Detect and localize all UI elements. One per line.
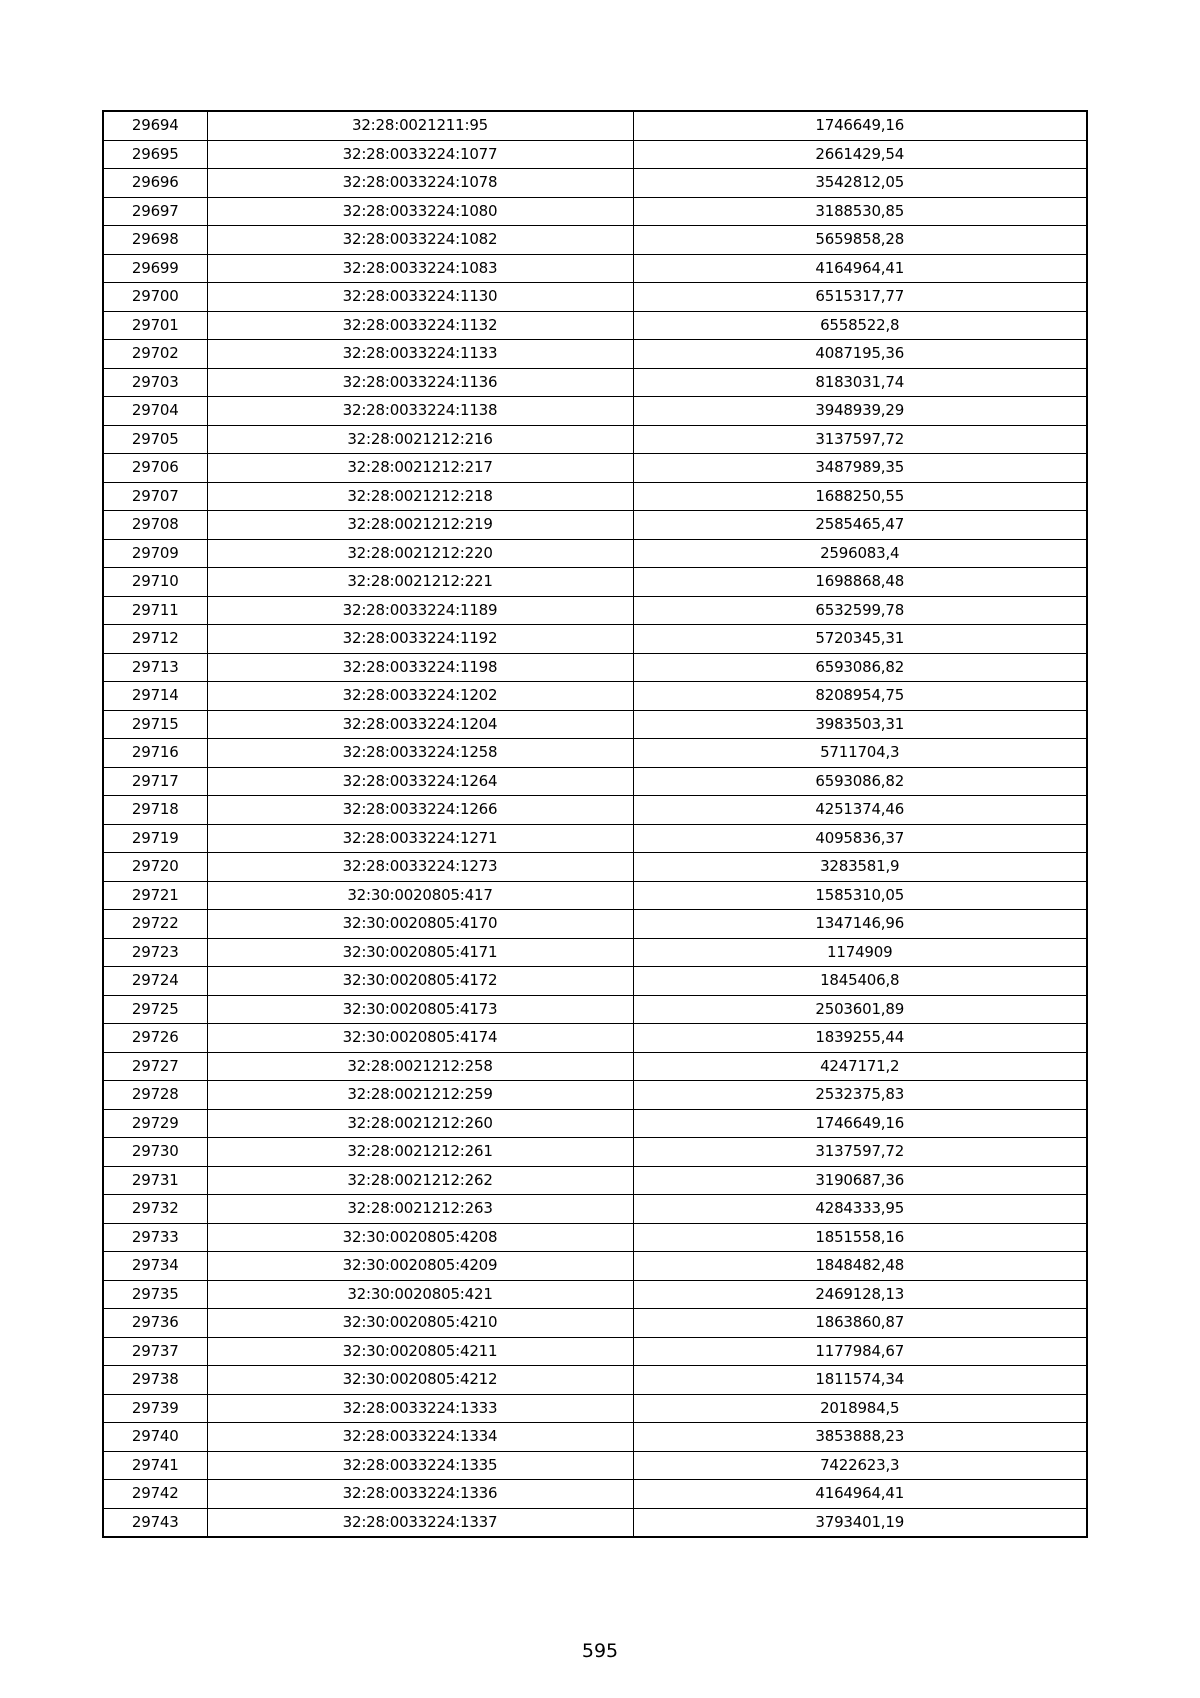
table-row <box>103 796 1087 825</box>
cadastral-value-cell: 6515317,77 <box>633 283 1087 312</box>
cadastral-number-cell: 32:28:0033224:1133 <box>207 340 633 369</box>
row-number-cell: 29734 <box>103 1252 207 1281</box>
cadastral-number-cell: 32:30:0020805:4174 <box>207 1024 633 1053</box>
cadastral-value-cell: 4247171,2 <box>633 1052 1087 1081</box>
cadastral-value-cell: 1688250,55 <box>633 482 1087 511</box>
table-row <box>103 1195 1087 1224</box>
cadastral-number-cell: 32:30:0020805:4208 <box>207 1223 633 1252</box>
table-row <box>103 881 1087 910</box>
cadastral-number-cell: 32:28:0033224:1082 <box>207 226 633 255</box>
table-row <box>103 767 1087 796</box>
cadastral-value-cell: 5711704,3 <box>633 739 1087 768</box>
cadastral-number-cell: 32:28:0021212:263 <box>207 1195 633 1224</box>
cadastral-value-cell: 6593086,82 <box>633 767 1087 796</box>
table-row <box>103 653 1087 682</box>
cadastral-value-cell: 4095836,37 <box>633 824 1087 853</box>
table-row <box>103 853 1087 882</box>
row-number-cell: 29736 <box>103 1309 207 1338</box>
row-number-cell: 29698 <box>103 226 207 255</box>
row-number-cell: 29727 <box>103 1052 207 1081</box>
row-number-cell: 29705 <box>103 425 207 454</box>
cadastral-value-cell: 1839255,44 <box>633 1024 1087 1053</box>
cadastral-number-cell: 32:28:0033224:1258 <box>207 739 633 768</box>
cadastral-number-cell: 32:28:0033224:1189 <box>207 596 633 625</box>
table-row <box>103 1109 1087 1138</box>
cadastral-value-cell: 8208954,75 <box>633 682 1087 711</box>
cadastral-value-cell: 6558522,8 <box>633 311 1087 340</box>
table-row <box>103 254 1087 283</box>
table-row <box>103 1081 1087 1110</box>
cadastral-value-cell: 1585310,05 <box>633 881 1087 910</box>
cadastral-number-cell: 32:28:0033224:1077 <box>207 140 633 169</box>
row-number-cell: 29717 <box>103 767 207 796</box>
cadastral-value-cell: 1174909 <box>633 938 1087 967</box>
table-row <box>103 596 1087 625</box>
cadastral-number-cell: 32:28:0021212:216 <box>207 425 633 454</box>
cadastral-value-cell: 3283581,9 <box>633 853 1087 882</box>
cadastral-value-cell: 1347146,96 <box>633 910 1087 939</box>
table-row <box>103 1366 1087 1395</box>
cadastral-number-cell: 32:30:0020805:4173 <box>207 995 633 1024</box>
cadastral-number-cell: 32:28:0033224:1335 <box>207 1451 633 1480</box>
cadastral-number-cell: 32:28:0021212:219 <box>207 511 633 540</box>
cadastral-number-cell: 32:28:0033224:1198 <box>207 653 633 682</box>
table-row <box>103 197 1087 226</box>
cadastral-value-cell: 2661429,54 <box>633 140 1087 169</box>
row-number-cell: 29703 <box>103 368 207 397</box>
row-number-cell: 29737 <box>103 1337 207 1366</box>
cadastral-value-cell: 3487989,35 <box>633 454 1087 483</box>
cadastral-number-cell: 32:28:0021212:218 <box>207 482 633 511</box>
cadastral-number-cell: 32:30:0020805:421 <box>207 1280 633 1309</box>
table-row <box>103 1052 1087 1081</box>
row-number-cell: 29733 <box>103 1223 207 1252</box>
cadastral-number-cell: 32:28:0021212:260 <box>207 1109 633 1138</box>
cadastral-number-cell: 32:30:0020805:4209 <box>207 1252 633 1281</box>
cadastral-number-cell: 32:28:0033224:1334 <box>207 1423 633 1452</box>
row-number-cell: 29732 <box>103 1195 207 1224</box>
table-row <box>103 967 1087 996</box>
table-row <box>103 1138 1087 1167</box>
table-row <box>103 1337 1087 1366</box>
cadastral-value-cell: 3793401,19 <box>633 1508 1087 1537</box>
table-row <box>103 140 1087 169</box>
cadastral-value-cell: 3542812,05 <box>633 169 1087 198</box>
cadastral-value-cell: 1851558,16 <box>633 1223 1087 1252</box>
row-number-cell: 29701 <box>103 311 207 340</box>
cadastral-number-cell: 32:30:0020805:4171 <box>207 938 633 967</box>
table-row <box>103 625 1087 654</box>
row-number-cell: 29741 <box>103 1451 207 1480</box>
cadastral-number-cell: 32:28:0033224:1337 <box>207 1508 633 1537</box>
table-row <box>103 368 1087 397</box>
row-number-cell: 29731 <box>103 1166 207 1195</box>
row-number-cell: 29702 <box>103 340 207 369</box>
cadastral-number-cell: 32:28:0033224:1204 <box>207 710 633 739</box>
table-row <box>103 710 1087 739</box>
cadastral-number-cell: 32:28:0033224:1138 <box>207 397 633 426</box>
row-number-cell: 29726 <box>103 1024 207 1053</box>
table-row <box>103 739 1087 768</box>
cadastral-number-cell: 32:28:0033224:1202 <box>207 682 633 711</box>
cadastral-value-cell: 2532375,83 <box>633 1081 1087 1110</box>
table-row <box>103 1480 1087 1509</box>
cadastral-number-cell: 32:28:0033224:1336 <box>207 1480 633 1509</box>
cadastral-value-cell: 1811574,34 <box>633 1366 1087 1395</box>
table-row <box>103 1394 1087 1423</box>
cadastral-value-cell: 5659858,28 <box>633 226 1087 255</box>
cadastral-value-table <box>102 110 1088 1538</box>
cadastral-number-cell: 32:30:0020805:4212 <box>207 1366 633 1395</box>
cadastral-value-cell: 5720345,31 <box>633 625 1087 654</box>
cadastral-value-cell: 2596083,4 <box>633 539 1087 568</box>
cadastral-number-cell: 32:28:0033224:1266 <box>207 796 633 825</box>
table-row <box>103 1309 1087 1338</box>
table-row <box>103 568 1087 597</box>
row-number-cell: 29696 <box>103 169 207 198</box>
table-row <box>103 910 1087 939</box>
table-row <box>103 226 1087 255</box>
row-number-cell: 29720 <box>103 853 207 882</box>
row-number-cell: 29742 <box>103 1480 207 1509</box>
cadastral-value-cell: 1746649,16 <box>633 111 1087 140</box>
table-row <box>103 1423 1087 1452</box>
cadastral-value-cell: 4164964,41 <box>633 254 1087 283</box>
cadastral-number-cell: 32:30:0020805:4210 <box>207 1309 633 1338</box>
cadastral-value-cell: 1848482,48 <box>633 1252 1087 1281</box>
cadastral-value-cell: 8183031,74 <box>633 368 1087 397</box>
row-number-cell: 29722 <box>103 910 207 939</box>
cadastral-value-cell: 3948939,29 <box>633 397 1087 426</box>
row-number-cell: 29712 <box>103 625 207 654</box>
row-number-cell: 29706 <box>103 454 207 483</box>
row-number-cell: 29697 <box>103 197 207 226</box>
cadastral-number-cell: 32:28:0021212:221 <box>207 568 633 597</box>
cadastral-number-cell: 32:28:0021212:220 <box>207 539 633 568</box>
cadastral-value-cell: 4164964,41 <box>633 1480 1087 1509</box>
cadastral-value-cell: 7422623,3 <box>633 1451 1087 1480</box>
table-row <box>103 1280 1087 1309</box>
cadastral-number-cell: 32:28:0033224:1333 <box>207 1394 633 1423</box>
row-number-cell: 29699 <box>103 254 207 283</box>
row-number-cell: 29740 <box>103 1423 207 1452</box>
cadastral-value-cell: 2469128,13 <box>633 1280 1087 1309</box>
cadastral-value-cell: 1863860,87 <box>633 1309 1087 1338</box>
row-number-cell: 29715 <box>103 710 207 739</box>
row-number-cell: 29710 <box>103 568 207 597</box>
cadastral-number-cell: 32:28:0033224:1136 <box>207 368 633 397</box>
table-row <box>103 1024 1087 1053</box>
row-number-cell: 29707 <box>103 482 207 511</box>
row-number-cell: 29739 <box>103 1394 207 1423</box>
cadastral-value-cell: 3137597,72 <box>633 425 1087 454</box>
table-row <box>103 482 1087 511</box>
table-row <box>103 1223 1087 1252</box>
cadastral-number-cell: 32:28:0033224:1273 <box>207 853 633 882</box>
cadastral-number-cell: 32:28:0033224:1083 <box>207 254 633 283</box>
cadastral-value-cell: 1845406,8 <box>633 967 1087 996</box>
row-number-cell: 29711 <box>103 596 207 625</box>
row-number-cell: 29718 <box>103 796 207 825</box>
cadastral-number-cell: 32:28:0033224:1130 <box>207 283 633 312</box>
cadastral-number-cell: 32:28:0021212:258 <box>207 1052 633 1081</box>
cadastral-value-cell: 3983503,31 <box>633 710 1087 739</box>
table-row <box>103 340 1087 369</box>
cadastral-number-cell: 32:30:0020805:4211 <box>207 1337 633 1366</box>
cadastral-value-cell: 2585465,47 <box>633 511 1087 540</box>
row-number-cell: 29709 <box>103 539 207 568</box>
row-number-cell: 29708 <box>103 511 207 540</box>
row-number-cell: 29694 <box>103 111 207 140</box>
table-row <box>103 1252 1087 1281</box>
table-row <box>103 111 1087 140</box>
cadastral-number-cell: 32:30:0020805:4170 <box>207 910 633 939</box>
cadastral-value-cell: 4284333,95 <box>633 1195 1087 1224</box>
table-row <box>103 454 1087 483</box>
cadastral-number-cell: 32:28:0033224:1132 <box>207 311 633 340</box>
table-row <box>103 311 1087 340</box>
table-row <box>103 425 1087 454</box>
table-row <box>103 169 1087 198</box>
row-number-cell: 29735 <box>103 1280 207 1309</box>
table-row <box>103 682 1087 711</box>
table-row <box>103 1451 1087 1480</box>
table-row <box>103 397 1087 426</box>
cadastral-value-cell: 1177984,67 <box>633 1337 1087 1366</box>
row-number-cell: 29729 <box>103 1109 207 1138</box>
cadastral-value-cell: 6593086,82 <box>633 653 1087 682</box>
cadastral-value-cell: 3190687,36 <box>633 1166 1087 1195</box>
cadastral-number-cell: 32:28:0021212:217 <box>207 454 633 483</box>
cadastral-number-cell: 32:28:0021212:259 <box>207 1081 633 1110</box>
cadastral-value-cell: 2018984,5 <box>633 1394 1087 1423</box>
row-number-cell: 29713 <box>103 653 207 682</box>
cadastral-value-cell: 1698868,48 <box>633 568 1087 597</box>
cadastral-number-cell: 32:28:0033224:1271 <box>207 824 633 853</box>
row-number-cell: 29723 <box>103 938 207 967</box>
row-number-cell: 29714 <box>103 682 207 711</box>
row-number-cell: 29704 <box>103 397 207 426</box>
cadastral-value-cell: 1746649,16 <box>633 1109 1087 1138</box>
row-number-cell: 29716 <box>103 739 207 768</box>
cadastral-value-cell: 3853888,23 <box>633 1423 1087 1452</box>
row-number-cell: 29719 <box>103 824 207 853</box>
row-number-cell: 29695 <box>103 140 207 169</box>
row-number-cell: 29730 <box>103 1138 207 1167</box>
table-body <box>103 111 1087 1537</box>
cadastral-value-cell: 3137597,72 <box>633 1138 1087 1167</box>
cadastral-value-cell: 3188530,85 <box>633 197 1087 226</box>
table-row <box>103 995 1087 1024</box>
table-row <box>103 938 1087 967</box>
table-row <box>103 1508 1087 1537</box>
row-number-cell: 29724 <box>103 967 207 996</box>
cadastral-value-cell: 2503601,89 <box>633 995 1087 1024</box>
row-number-cell: 29743 <box>103 1508 207 1537</box>
cadastral-value-cell: 6532599,78 <box>633 596 1087 625</box>
cadastral-number-cell: 32:28:0033224:1264 <box>207 767 633 796</box>
table-row <box>103 511 1087 540</box>
cadastral-number-cell: 32:28:0021212:261 <box>207 1138 633 1167</box>
row-number-cell: 29725 <box>103 995 207 1024</box>
cadastral-number-cell: 32:28:0021211:95 <box>207 111 633 140</box>
table-row <box>103 1166 1087 1195</box>
cadastral-value-cell: 4087195,36 <box>633 340 1087 369</box>
cadastral-number-cell: 32:30:0020805:4172 <box>207 967 633 996</box>
cadastral-number-cell: 32:28:0033224:1080 <box>207 197 633 226</box>
cadastral-number-cell: 32:28:0021212:262 <box>207 1166 633 1195</box>
table-row <box>103 824 1087 853</box>
table-row <box>103 283 1087 312</box>
row-number-cell: 29738 <box>103 1366 207 1395</box>
cadastral-value-cell: 4251374,46 <box>633 796 1087 825</box>
row-number-cell: 29728 <box>103 1081 207 1110</box>
cadastral-number-cell: 32:30:0020805:417 <box>207 881 633 910</box>
row-number-cell: 29700 <box>103 283 207 312</box>
cadastral-number-cell: 32:28:0033224:1078 <box>207 169 633 198</box>
table-row <box>103 539 1087 568</box>
cadastral-number-cell: 32:28:0033224:1192 <box>207 625 633 654</box>
page-number: 595 <box>581 1640 619 1662</box>
row-number-cell: 29721 <box>103 881 207 910</box>
